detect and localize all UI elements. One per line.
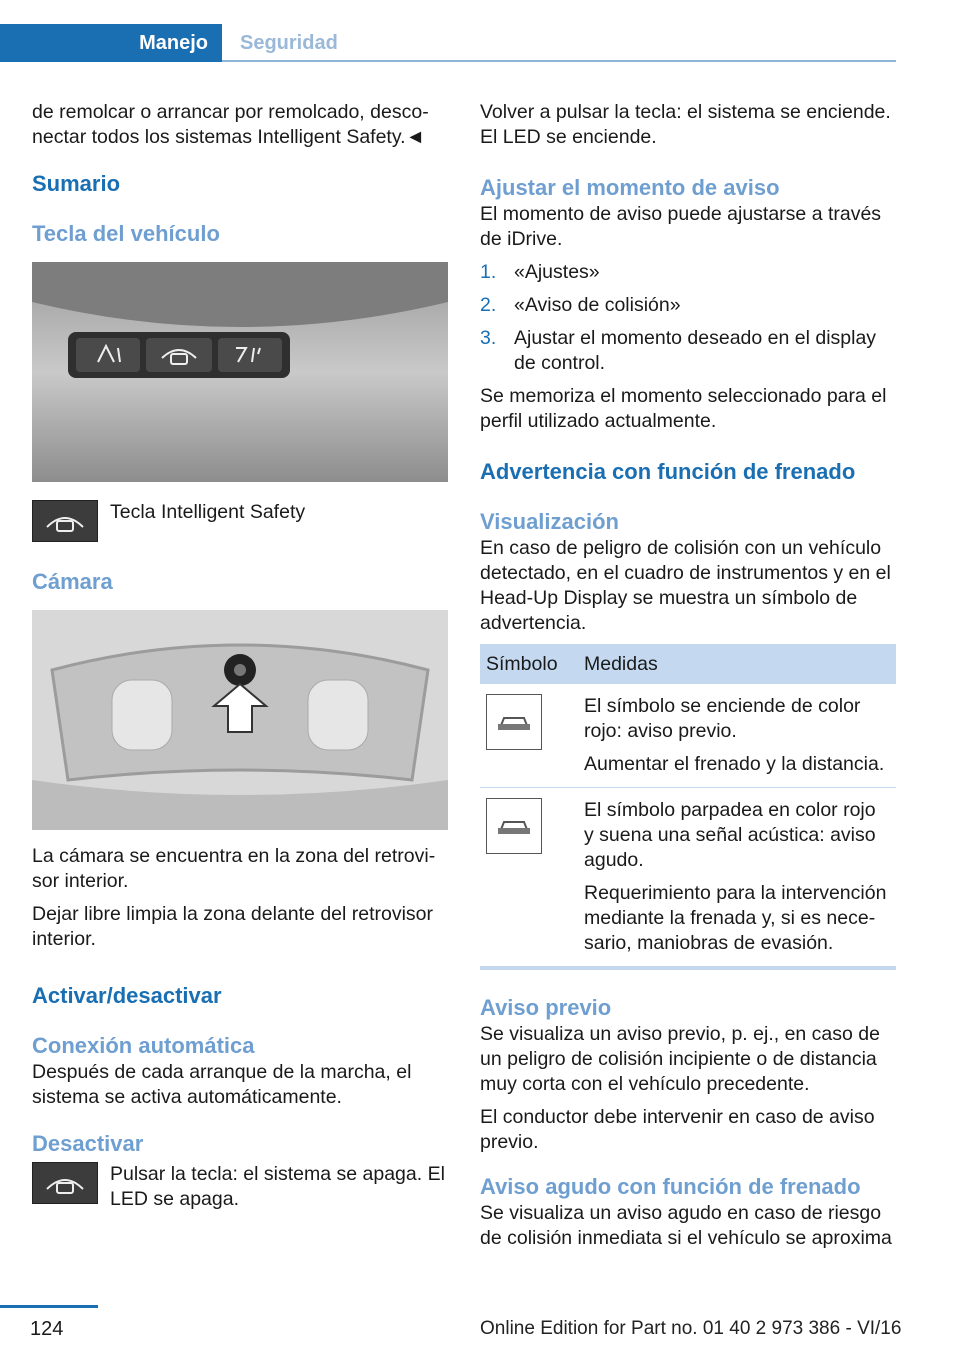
aviso-previo-text-2: El conductor debe intervenir en caso de aviso previo. — [480, 1106, 875, 1153]
heading-aviso-previo: Aviso previo — [480, 995, 612, 1020]
tab-manejo[interactable]: Manejo — [0, 24, 222, 62]
col-medidas: Medidas — [578, 644, 896, 684]
conexion-text: Después de cada arranque de la marcha, el sistema se activa automáticamente. — [32, 1061, 412, 1108]
symbol-table — [480, 644, 896, 966]
ajustar-text: El momento de aviso puede ajustarse a través de iDrive. — [480, 203, 882, 250]
car-symbol-icon — [486, 694, 542, 750]
intelligent-safety-icon — [32, 500, 98, 542]
list-item: 2. «Aviso de colisión» — [480, 294, 681, 316]
row2-text-2: Requerimiento para la intervención mediante la frenada y, si es necesario, maniobras de evasión. — [584, 882, 887, 954]
header-divider — [222, 60, 896, 62]
tecla-caption: Tecla Intelligent Safety — [110, 501, 306, 523]
heading-activar: Activar/desactivar — [32, 983, 222, 1008]
heading-tecla: Tecla del vehículo — [32, 221, 220, 246]
car-symbol-icon — [486, 798, 542, 854]
camera-photo — [32, 610, 448, 830]
footer-divider — [0, 1305, 98, 1308]
edition-text: Online Edition for Part no. 01 40 2 973 386 - VI/16 — [480, 1318, 902, 1339]
intro-text: de remolcar o arrancar por remolcado, desconectar todos los sistemas Intelligent Safety.◄ — [32, 101, 429, 148]
heading-sumario: Sumario — [32, 171, 121, 196]
row2-text-1: El símbolo parpadea en color rojo y suena una señal acústica: aviso agudo. — [584, 799, 876, 871]
list-item: 3. Ajustar el momento deseado en el display de control. — [480, 327, 877, 374]
aviso-previo-text-1: Se visualiza un aviso previo, p. ej., en caso de un peligro de colisión incipiente o de distancia muy corta con el vehículo precedente. — [480, 1023, 880, 1095]
heading-desactivar: Desactivar — [32, 1131, 144, 1156]
heading-aviso-agudo: Aviso agudo con función de frenado — [480, 1174, 861, 1199]
heading-advertencia: Advertencia con función de frenado — [480, 459, 856, 484]
tecla-caption-row — [32, 500, 448, 542]
heading-camara: Cámara — [32, 569, 113, 594]
col-simbolo: Símbolo — [480, 644, 578, 684]
page-header — [0, 0, 960, 64]
left-column — [32, 100, 448, 1220]
page-number: 124 — [30, 1318, 64, 1340]
encender-text: Volver a pulsar la tecla: el sistema se enciende. El LED se enciende. — [480, 101, 891, 148]
heading-visualizacion: Visualización — [480, 509, 619, 534]
camara-text-1: La cámara se encuentra en la zona del retrovisor interior. — [32, 845, 436, 892]
row1-text-2: Aumentar el frenado y la distancia. — [584, 753, 885, 775]
aviso-agudo-text: Se visualiza un aviso agudo en caso de riesgo de colisión inmediata si el vehículo se aproxima — [480, 1202, 892, 1249]
intelligent-safety-icon — [32, 1162, 98, 1204]
table-row — [480, 684, 896, 788]
list-item: 1. «Ajustes» — [480, 261, 600, 283]
right-column — [480, 100, 896, 1259]
table-end-rule — [480, 966, 896, 970]
button-panel-photo — [32, 262, 448, 482]
desactivar-text: Pulsar la tecla: el sistema se apaga. El LED se apaga. — [110, 1163, 445, 1210]
memoriza-text: Se memoriza el momento seleccionado para el perfil utilizado actualmente. — [480, 385, 887, 432]
visualizacion-text: En caso de peligro de colisión con un vehículo detectado, en el cuadro de instrumentos y en el Head-Up Display se muestra un símbolo de advertencia. — [480, 537, 891, 634]
desactivar-row — [32, 1162, 448, 1220]
steps-list — [480, 260, 896, 376]
heading-conexion: Conexión automática — [32, 1033, 255, 1058]
row1-text-1: El símbolo se enciende de color rojo: aviso previo. — [584, 695, 861, 742]
heading-ajustar: Ajustar el momento de aviso — [480, 175, 780, 200]
table-row — [480, 788, 896, 967]
camara-text-2: Dejar libre limpia la zona delante del retrovisor interior. — [32, 903, 434, 950]
tab-seguridad[interactable]: Seguridad — [240, 31, 338, 54]
